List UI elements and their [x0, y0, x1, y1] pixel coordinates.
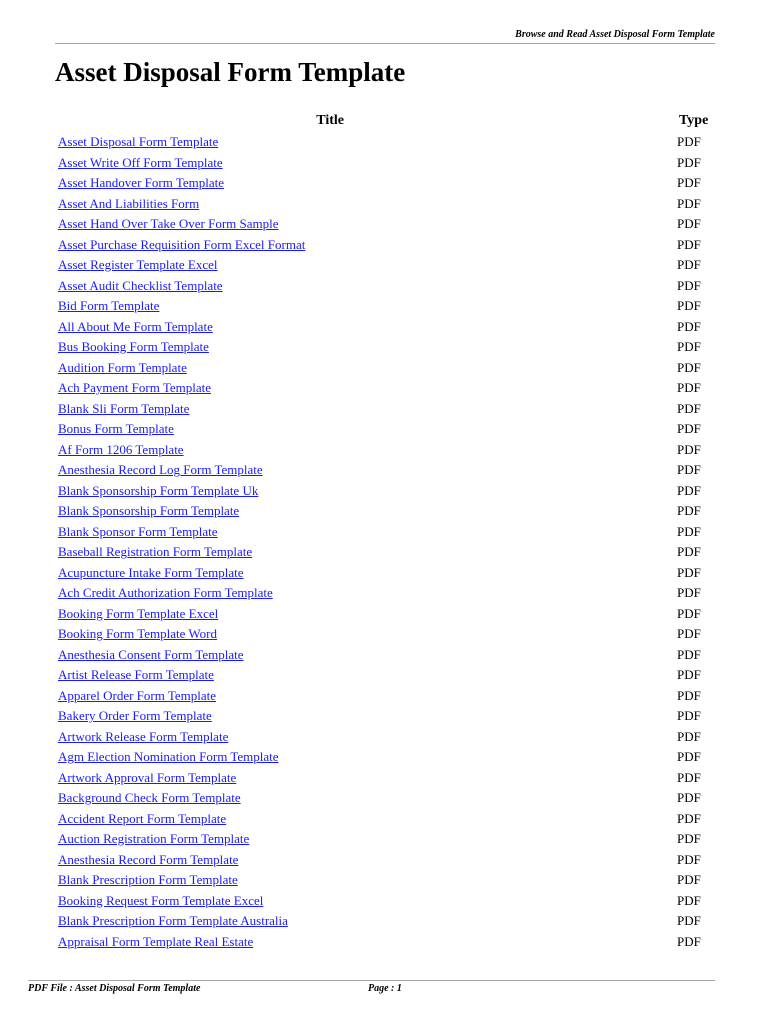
document-link[interactable]: Artist Release Form Template — [58, 667, 214, 683]
document-link[interactable]: Accident Report Form Template — [58, 810, 227, 826]
file-type-label: PDF — [677, 277, 701, 293]
file-type-label: PDF — [677, 708, 701, 724]
file-type-label: PDF — [677, 421, 701, 437]
title-cell — [55, 829, 677, 850]
document-link[interactable]: Anesthesia Record Log Form Template — [58, 462, 263, 478]
document-link[interactable]: Asset Register Template Excel — [58, 257, 218, 273]
document-link[interactable]: Booking Request Form Template Excel — [58, 892, 264, 908]
document-link[interactable]: Blank Sponsorship Form Template Uk — [58, 482, 259, 498]
file-type-label: PDF — [677, 749, 701, 765]
table-row — [55, 255, 715, 276]
file-type-label: PDF — [677, 913, 701, 929]
file-type-label: PDF — [677, 933, 701, 949]
document-link[interactable]: Baseball Registration Form Template — [58, 544, 253, 560]
footer-page-number: Page : 1 — [368, 983, 402, 994]
title-cell — [55, 440, 677, 461]
file-type-label: PDF — [677, 564, 701, 580]
file-type-label: PDF — [677, 646, 701, 662]
table-row — [55, 317, 715, 338]
file-type-label: PDF — [677, 482, 701, 498]
title-cell — [55, 276, 677, 297]
document-link[interactable]: Blank Prescription Form Template — [58, 872, 238, 888]
title-cell — [55, 481, 677, 502]
title-cell — [55, 706, 677, 727]
title-cell — [55, 747, 677, 768]
document-link[interactable]: Background Check Form Template — [58, 790, 241, 806]
file-type-label: PDF — [677, 400, 701, 416]
document-link[interactable]: Anesthesia Consent Form Template — [58, 646, 244, 662]
file-type-label: PDF — [677, 462, 701, 478]
document-link[interactable]: Asset And Liabilities Form — [58, 195, 200, 211]
document-link[interactable]: All About Me Form Template — [58, 318, 213, 334]
document-link[interactable]: Asset Write Off Form Template — [58, 154, 223, 170]
document-link[interactable]: Audition Form Template — [58, 359, 187, 375]
file-type-label: PDF — [677, 585, 701, 601]
table-row — [55, 706, 715, 727]
file-type-label: PDF — [677, 544, 701, 560]
file-type-label: PDF — [677, 626, 701, 642]
table-row — [55, 132, 715, 153]
file-type-label: PDF — [677, 810, 701, 826]
file-type-label: PDF — [677, 769, 701, 785]
file-type-label: PDF — [677, 831, 701, 847]
table-row — [55, 296, 715, 317]
file-type-label: PDF — [677, 236, 701, 252]
document-link[interactable]: Artwork Release Form Template — [58, 728, 229, 744]
document-link[interactable]: Anesthesia Record Form Template — [58, 851, 239, 867]
title-cell — [55, 932, 677, 953]
title-cell — [55, 255, 677, 276]
file-type-label: PDF — [677, 359, 701, 375]
title-cell — [55, 727, 677, 748]
title-cell — [55, 378, 677, 399]
column-header-type: Type — [679, 113, 709, 128]
table-row — [55, 378, 715, 399]
title-cell — [55, 645, 677, 666]
document-link[interactable]: Auction Registration Form Template — [58, 831, 250, 847]
title-cell — [55, 542, 677, 563]
table-row — [55, 788, 715, 809]
table-header-row — [55, 110, 715, 132]
file-type-label: PDF — [677, 175, 701, 191]
title-cell — [55, 399, 677, 420]
file-type-label: PDF — [677, 503, 701, 519]
file-type-label: PDF — [677, 257, 701, 273]
table-row — [55, 399, 715, 420]
title-cell — [55, 788, 677, 809]
table-row — [55, 419, 715, 440]
title-cell — [55, 583, 677, 604]
file-type-label: PDF — [677, 318, 701, 334]
file-type-label: PDF — [677, 195, 701, 211]
table-row — [55, 542, 715, 563]
title-cell — [55, 911, 677, 932]
table-row — [55, 276, 715, 297]
document-link[interactable]: Asset Purchase Requisition Form Excel Format — [58, 236, 306, 252]
title-cell — [55, 809, 677, 830]
document-list-table — [55, 110, 715, 952]
document-link[interactable]: Ach Credit Authorization Form Template — [58, 585, 273, 601]
document-link[interactable]: Af Form 1206 Template — [58, 441, 184, 457]
table-row — [55, 440, 715, 461]
document-link[interactable]: Bakery Order Form Template — [58, 708, 212, 724]
title-cell — [55, 501, 677, 522]
file-type-label: PDF — [677, 380, 701, 396]
title-cell — [55, 522, 677, 543]
file-type-label: PDF — [677, 892, 701, 908]
document-link[interactable]: Blank Sponsorship Form Template — [58, 503, 240, 519]
document-link[interactable]: Blank Sli Form Template — [58, 400, 190, 416]
table-row — [55, 850, 715, 871]
table-body — [55, 132, 715, 952]
table-row — [55, 645, 715, 666]
title-cell — [55, 624, 677, 645]
file-type-label: PDF — [677, 154, 701, 170]
table-row — [55, 768, 715, 789]
title-cell — [55, 337, 677, 358]
table-row — [55, 911, 715, 932]
document-link[interactable]: Agm Election Nomination Form Template — [58, 749, 279, 765]
title-cell — [55, 317, 677, 338]
table-row — [55, 829, 715, 850]
table-row — [55, 563, 715, 584]
table-row — [55, 460, 715, 481]
table-row — [55, 747, 715, 768]
table-row — [55, 153, 715, 174]
document-link[interactable]: Bonus Form Template — [58, 421, 174, 437]
table-row — [55, 358, 715, 379]
title-cell — [55, 132, 677, 153]
document-link[interactable]: Ach Payment Form Template — [58, 380, 212, 396]
document-link[interactable]: Booking Form Template Excel — [58, 605, 219, 621]
table-row — [55, 214, 715, 235]
table-row — [55, 501, 715, 522]
title-cell — [55, 419, 677, 440]
column-header-title: Title — [316, 113, 344, 128]
footer-file-label: PDF File : Asset Disposal Form Template — [28, 983, 201, 994]
title-cell — [55, 296, 677, 317]
table-row — [55, 583, 715, 604]
file-type-label: PDF — [677, 687, 701, 703]
title-cell — [55, 768, 677, 789]
title-cell — [55, 358, 677, 379]
table-row — [55, 891, 715, 912]
header-divider — [55, 43, 715, 44]
file-type-label: PDF — [677, 441, 701, 457]
title-cell — [55, 460, 677, 481]
file-type-label: PDF — [677, 605, 701, 621]
table-row — [55, 727, 715, 748]
table-row — [55, 604, 715, 625]
running-header: Browse and Read Asset Disposal Form Template — [515, 29, 715, 40]
table-row — [55, 665, 715, 686]
document-link[interactable]: Booking Form Template Word — [58, 626, 217, 642]
title-cell — [55, 235, 677, 256]
document-link[interactable]: Asset Hand Over Take Over Form Sample — [58, 216, 279, 232]
file-type-label: PDF — [677, 790, 701, 806]
table-row — [55, 932, 715, 953]
table-row — [55, 870, 715, 891]
table-row — [55, 522, 715, 543]
document-link[interactable]: Bid Form Template — [58, 298, 160, 314]
table-row — [55, 624, 715, 645]
title-cell — [55, 604, 677, 625]
title-cell — [55, 665, 677, 686]
document-link[interactable]: Acupuncture Intake Form Template — [58, 564, 244, 580]
table-row — [55, 173, 715, 194]
document-link[interactable]: Blank Prescription Form Template Australia — [58, 913, 288, 929]
file-type-label: PDF — [677, 728, 701, 744]
title-cell — [55, 173, 677, 194]
table-row — [55, 809, 715, 830]
document-link[interactable]: Apparel Order Form Template — [58, 687, 217, 703]
document-link[interactable]: Asset Handover Form Template — [58, 175, 225, 191]
title-cell — [55, 214, 677, 235]
table-row — [55, 235, 715, 256]
title-cell — [55, 891, 677, 912]
title-cell — [55, 870, 677, 891]
document-link[interactable]: Appraisal Form Template Real Estate — [58, 933, 254, 949]
table-row — [55, 481, 715, 502]
file-type-label: PDF — [677, 523, 701, 539]
table-row — [55, 686, 715, 707]
file-type-label: PDF — [677, 872, 701, 888]
title-cell — [55, 686, 677, 707]
title-cell — [55, 153, 677, 174]
title-cell — [55, 563, 677, 584]
footer-divider — [28, 980, 715, 981]
file-type-label: PDF — [677, 339, 701, 355]
file-type-label: PDF — [677, 298, 701, 314]
page-title: Asset Disposal Form Template — [55, 57, 406, 87]
file-type-label: PDF — [677, 667, 701, 683]
table-row — [55, 194, 715, 215]
document-link[interactable]: Artwork Approval Form Template — [58, 769, 237, 785]
file-type-label: PDF — [677, 216, 701, 232]
title-cell — [55, 194, 677, 215]
file-type-label: PDF — [677, 851, 701, 867]
document-link[interactable]: Asset Disposal Form Template — [58, 134, 219, 150]
title-cell — [55, 850, 677, 871]
table-row — [55, 337, 715, 358]
document-link[interactable]: Bus Booking Form Template — [58, 339, 209, 355]
document-link[interactable]: Blank Sponsor Form Template — [58, 523, 218, 539]
document-link[interactable]: Asset Audit Checklist Template — [58, 277, 223, 293]
file-type-label: PDF — [677, 134, 701, 150]
